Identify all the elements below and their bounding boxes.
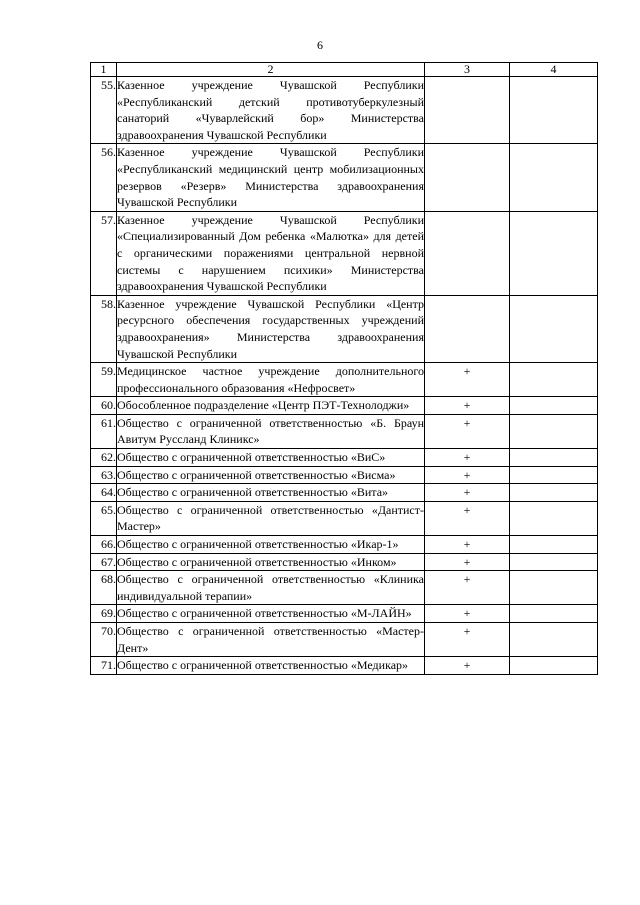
column-3-mark [425, 211, 510, 295]
column-3-mark: + [425, 414, 510, 448]
column-3-mark: + [425, 484, 510, 502]
column-4-mark [510, 466, 598, 484]
row-number: 61. [91, 414, 117, 448]
column-header-number: 1 [91, 63, 117, 77]
column-4-mark [510, 144, 598, 211]
registry-table [90, 62, 598, 675]
table-row [91, 363, 598, 397]
column-4-mark [510, 77, 598, 144]
organization-name: Общество с ограниченной ответственностью «ВиС» [117, 449, 425, 467]
column-4-mark [510, 484, 598, 502]
organization-name: Казенное учреждение Чувашской Республики «Центр ресурсного обеспечения государственных учреждений здравоохранения» Министерства здравоохранения Чувашской Республики [117, 295, 425, 362]
column-header-3: 3 [425, 63, 510, 77]
column-header-4: 4 [510, 63, 598, 77]
organization-name: Казенное учреждение Чувашской Республики «Специализированный Дом ребенка «Малютка» для детей с органическими поражениями центральной нервной системы с нарушением психики» Министерства здравоохранения Чувашской Республики [117, 211, 425, 295]
organization-name: Общество с ограниченной ответственностью «Б. Браун Авитум Руссланд Клиникс» [117, 414, 425, 448]
column-4-mark [510, 536, 598, 554]
table-row [91, 657, 598, 675]
table-row [91, 484, 598, 502]
table-row [91, 536, 598, 554]
organization-name: Общество с ограниченной ответственностью «Висма» [117, 466, 425, 484]
column-4-mark [510, 605, 598, 623]
column-3-mark: + [425, 553, 510, 571]
table-row [91, 605, 598, 623]
organization-name: Общество с ограниченной ответственностью «Инком» [117, 553, 425, 571]
row-number: 68. [91, 571, 117, 605]
row-number: 69. [91, 605, 117, 623]
column-4-mark [510, 449, 598, 467]
table-row [91, 397, 598, 415]
table-row [91, 501, 598, 535]
column-3-mark [425, 144, 510, 211]
table-row [91, 77, 598, 144]
table-row [91, 466, 598, 484]
column-3-mark: + [425, 657, 510, 675]
table-row [91, 295, 598, 362]
organization-name: Общество с ограниченной ответственностью «М-ЛАЙН» [117, 605, 425, 623]
table-row [91, 414, 598, 448]
column-4-mark [510, 414, 598, 448]
row-number: 58. [91, 295, 117, 362]
column-3-mark [425, 295, 510, 362]
row-number: 63. [91, 466, 117, 484]
table-row [91, 211, 598, 295]
row-number: 67. [91, 553, 117, 571]
column-header-name: 2 [117, 63, 425, 77]
column-4-mark [510, 363, 598, 397]
column-4-mark [510, 397, 598, 415]
organization-name: Медицинское частное учреждение дополнительного профессионального образования «Нефросвет» [117, 363, 425, 397]
row-number: 65. [91, 501, 117, 535]
column-4-mark [510, 623, 598, 657]
column-4-mark [510, 211, 598, 295]
column-3-mark: + [425, 536, 510, 554]
organization-name: Общество с ограниченной ответственностью «Клиника индивидуальной терапии» [117, 571, 425, 605]
table-row [91, 623, 598, 657]
column-3-mark: + [425, 466, 510, 484]
table-row [91, 144, 598, 211]
column-3-mark: + [425, 605, 510, 623]
column-4-mark [510, 553, 598, 571]
table-row [91, 553, 598, 571]
organization-name: Общество с ограниченной ответственностью «Икар-1» [117, 536, 425, 554]
column-3-mark: + [425, 449, 510, 467]
row-number: 59. [91, 363, 117, 397]
organization-name: Общество с ограниченной ответственностью «Медикар» [117, 657, 425, 675]
organization-name: Казенное учреждение Чувашской Республики «Республиканский детский противотуберкулезный санаторий «Чуварлейский бор» Министерства здравоохранения Чувашской Республики [117, 77, 425, 144]
column-3-mark [425, 77, 510, 144]
column-3-mark: + [425, 397, 510, 415]
row-number: 55. [91, 77, 117, 144]
organization-name: Общество с ограниченной ответственностью «Дантист-Мастер» [117, 501, 425, 535]
organization-name: Казенное учреждение Чувашской Республики «Республиканский медицинский центр мобилизационных резервов «Резерв» Министерства здравоохранения Чувашской Республики [117, 144, 425, 211]
column-4-mark [510, 571, 598, 605]
organization-name: Общество с ограниченной ответственностью «Вита» [117, 484, 425, 502]
column-3-mark: + [425, 363, 510, 397]
column-4-mark [510, 657, 598, 675]
organization-name: Обособленное подразделение «Центр ПЭТ-Технолоджи» [117, 397, 425, 415]
column-3-mark: + [425, 571, 510, 605]
table-row [91, 449, 598, 467]
row-number: 66. [91, 536, 117, 554]
row-number: 62. [91, 449, 117, 467]
page-number: 6 [317, 38, 323, 52]
row-number: 56. [91, 144, 117, 211]
column-3-mark: + [425, 623, 510, 657]
row-number: 60. [91, 397, 117, 415]
column-4-mark [510, 501, 598, 535]
column-3-mark: + [425, 501, 510, 535]
row-number: 71. [91, 657, 117, 675]
organization-name: Общество с ограниченной ответственностью «Мастер-Дент» [117, 623, 425, 657]
row-number: 57. [91, 211, 117, 295]
table-row [91, 571, 598, 605]
row-number: 64. [91, 484, 117, 502]
column-4-mark [510, 295, 598, 362]
row-number: 70. [91, 623, 117, 657]
table-header-row [91, 63, 598, 77]
